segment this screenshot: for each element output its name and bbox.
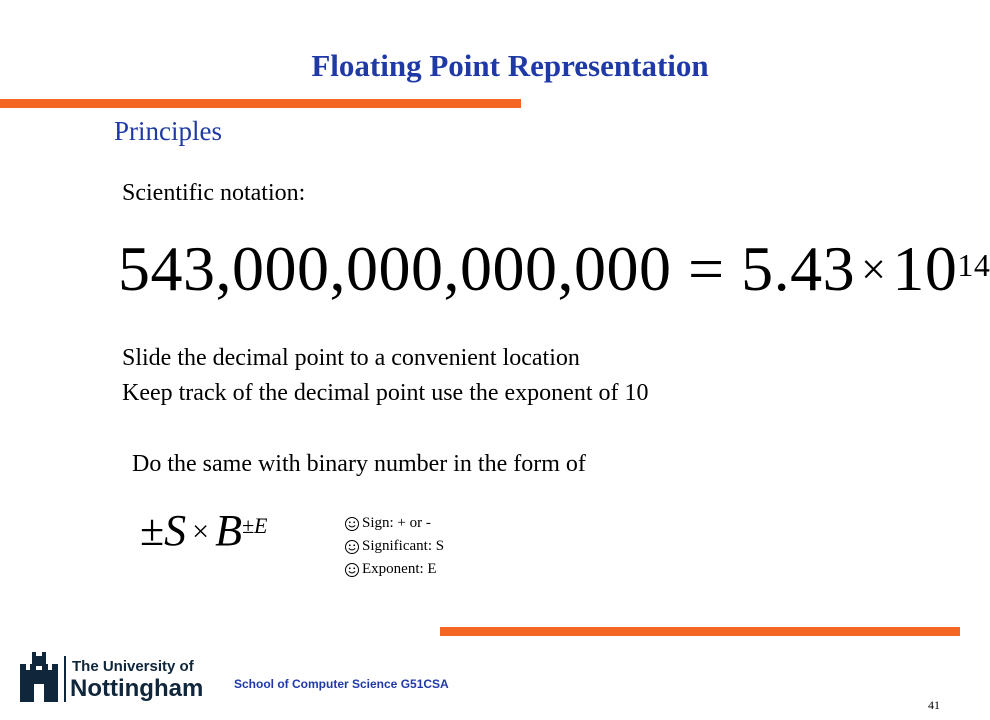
equation-base: 10 — [892, 233, 958, 304]
smiley-icon — [344, 516, 360, 532]
page-number: 41 — [928, 698, 940, 712]
smiley-icon — [344, 539, 360, 555]
list-item — [344, 512, 444, 535]
bullet-text: Significant: S — [362, 538, 445, 554]
equation-equals: = — [688, 233, 725, 304]
text-line-slide: Slide the decimal point to a convenient location — [122, 345, 580, 371]
equation-lhs: 543,000,000,000,000 — [118, 233, 672, 304]
bullet-text: Exponent: E — [362, 561, 437, 577]
scientific-notation-equation — [118, 232, 990, 306]
binary-base: B — [215, 506, 242, 555]
slide-subtitle: Principles — [114, 116, 222, 146]
binary-sign: ± — [140, 506, 165, 555]
university-name-line2: Nottingham — [70, 675, 204, 702]
bullet-text: Sign: + or - — [362, 515, 431, 531]
binary-form-equation — [140, 505, 267, 556]
list-item — [344, 558, 444, 581]
binary-exponent: ±E — [241, 513, 268, 538]
scientific-notation-label: Scientific notation: — [122, 180, 306, 206]
binary-significand: S — [164, 506, 187, 555]
bullet-list — [344, 512, 444, 581]
binary-times: × — [192, 515, 210, 548]
university-name-line1: The University of — [72, 658, 194, 675]
text-line-binary: Do the same with binary number in the form of — [132, 451, 586, 477]
slide-title: Floating Point Representation — [311, 48, 709, 83]
text-line-track: Keep track of the decimal point use the exponent of 10 — [122, 380, 649, 406]
footer-course: School of Computer Science G51CSA — [234, 677, 449, 691]
accent-bar-bottom — [440, 627, 960, 636]
smiley-icon — [344, 562, 360, 578]
equation-exponent: 14 — [957, 247, 990, 283]
list-item — [344, 535, 444, 558]
accent-bar-top — [0, 99, 521, 108]
equation-mantissa: 5.43 — [741, 233, 856, 304]
equation-times: × — [861, 245, 887, 294]
